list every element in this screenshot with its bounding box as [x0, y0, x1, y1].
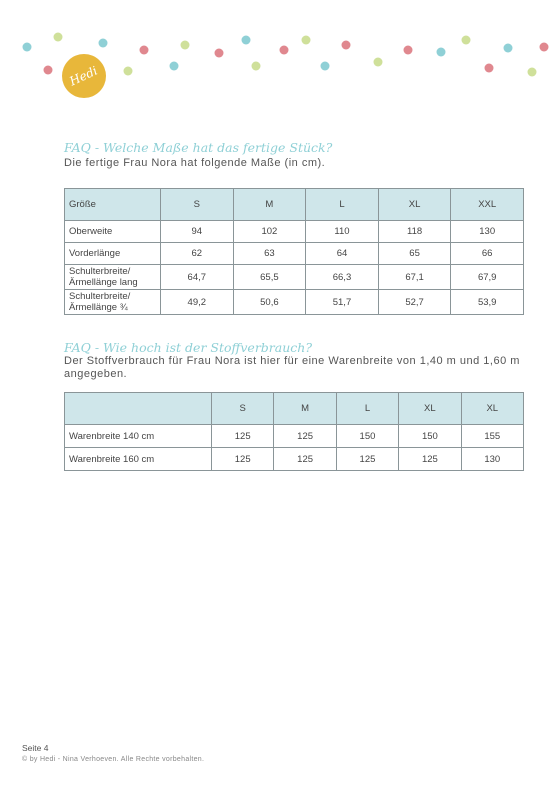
table-row [65, 243, 524, 265]
page-number: Seite 4 [22, 743, 49, 753]
table-row [65, 290, 524, 315]
row-label: Warenbreite 140 cm [65, 425, 212, 448]
table-cell: 102 [233, 221, 306, 243]
section1-intro: Die fertige Frau Nora hat folgende Maße (in cm). [64, 157, 326, 169]
section2-title: FAQ - Wie hoch ist der Stoffverbrauch? [64, 340, 313, 355]
header-cell: XXL [451, 189, 524, 221]
logo-text: Hedi [67, 63, 101, 89]
table-cell: 65 [378, 243, 451, 265]
header-cell: S [212, 393, 274, 425]
table-cell: 65,5 [233, 265, 306, 290]
table-cell: 94 [161, 221, 234, 243]
table-cell: 51,7 [306, 290, 379, 315]
header-cell: Größe [65, 189, 161, 221]
table-cell: 67,9 [451, 265, 524, 290]
table-cell: 66,3 [306, 265, 379, 290]
table-cell: 49,2 [161, 290, 234, 315]
section2-intro-line: Der Stoffverbrauch für Frau Nora ist hier für eine Warenbreite von 1,40 m und 1,60 m [64, 355, 520, 367]
table-row [65, 448, 524, 471]
row-label-line: Ärmellänge ¾ [69, 302, 128, 313]
table-cell: 130 [461, 448, 523, 471]
header-cell: XL [461, 393, 523, 425]
header-cell: L [336, 393, 398, 425]
table-row [65, 221, 524, 243]
row-label: Oberweite [65, 221, 161, 243]
header-cell: XL [399, 393, 461, 425]
measurements-table [64, 188, 524, 315]
row-label-line: Ärmellänge lang [69, 277, 138, 288]
table-cell: 53,9 [451, 290, 524, 315]
table-cell: 66 [451, 243, 524, 265]
section2-intro [64, 355, 520, 381]
table-cell: 63 [233, 243, 306, 265]
table-cell: 125 [212, 448, 274, 471]
table-header-row [65, 393, 524, 425]
table-cell: 52,7 [378, 290, 451, 315]
table-cell: 150 [399, 425, 461, 448]
table-cell: 50,6 [233, 290, 306, 315]
section1-title: FAQ - Welche Maße hat das fertige Stück? [64, 140, 333, 155]
fabric-consumption-table [64, 392, 524, 471]
header-cell: S [161, 189, 234, 221]
table-cell: 130 [451, 221, 524, 243]
table-cell: 64,7 [161, 265, 234, 290]
table-cell: 64 [306, 243, 379, 265]
row-label: Warenbreite 160 cm [65, 448, 212, 471]
row-label: Vorderlänge [65, 243, 161, 265]
row-label [65, 265, 161, 290]
copyright: © by Hedi - Nina Verhoeven. Alle Rechte vorbehalten. [22, 756, 205, 763]
table-cell: 125 [274, 425, 336, 448]
table-cell: 155 [461, 425, 523, 448]
header-cell: L [306, 189, 379, 221]
table-cell: 125 [212, 425, 274, 448]
table-cell: 125 [336, 448, 398, 471]
header-cell: M [233, 189, 306, 221]
row-label-line: Schulterbreite/ [69, 291, 131, 302]
table-cell: 62 [161, 243, 234, 265]
header-cell: XL [378, 189, 451, 221]
row-label-line: Schulterbreite/ [69, 266, 131, 277]
table-cell: 110 [306, 221, 379, 243]
header-cell: M [274, 393, 336, 425]
section2-intro-line: angegeben. [64, 368, 128, 380]
table-row [65, 425, 524, 448]
table-cell: 125 [399, 448, 461, 471]
header-cell [65, 393, 212, 425]
table-header-row [65, 189, 524, 221]
table-row [65, 265, 524, 290]
table-cell: 67,1 [378, 265, 451, 290]
row-label [65, 290, 161, 315]
table-cell: 125 [274, 448, 336, 471]
table-cell: 150 [336, 425, 398, 448]
hedi-logo [62, 54, 106, 98]
table-cell: 118 [378, 221, 451, 243]
